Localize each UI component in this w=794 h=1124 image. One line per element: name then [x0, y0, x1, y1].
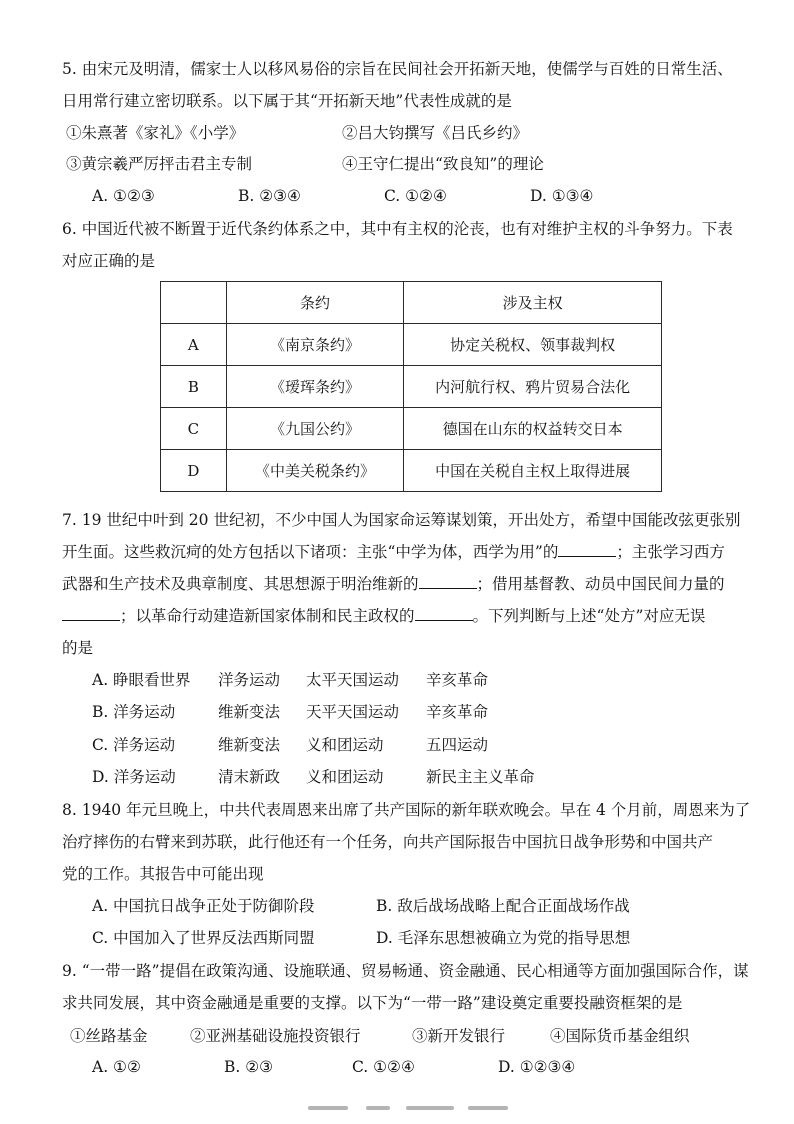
- q7-option-b-1: B. 洋务运动: [92, 703, 176, 721]
- q8-stem-line3: 党的工作。其报告中可能出现: [62, 865, 264, 883]
- table-cell-sovereignty: 协定关税权、领事裁判权: [404, 324, 662, 366]
- table-row: [161, 324, 662, 366]
- table-cell-label: D: [161, 450, 227, 492]
- q9-option-c[interactable]: C. ①②④: [352, 1058, 415, 1076]
- q7-option-c-2: 维新变法: [218, 736, 281, 754]
- q5-item-4: ④王守仁提出“致良知”的理论: [342, 155, 544, 173]
- q9-stem-line1: 9. “一带一路”提倡在政策沟通、设施联通、贸易畅通、资金融通、民心相通等方面加强国际合作，谋: [62, 962, 749, 980]
- q7-stem-line3-text-a: 武器和生产技术及典章制度、其思想源于明治维新的: [62, 575, 419, 593]
- q7-option-d-3: 义和团运动: [306, 768, 384, 786]
- q7-stem-line2-text-b: ；主张学习西方: [616, 543, 725, 561]
- q9-option-b[interactable]: B. ②③: [224, 1058, 274, 1076]
- table-cell-treaty: 《中美关税条约》: [226, 450, 404, 492]
- q9-option-d[interactable]: D. ①②③④: [498, 1058, 576, 1076]
- q5-item-2: ②吕大钧撰写《吕氏乡约》: [342, 124, 529, 142]
- q7-option-b-2: 维新变法: [218, 703, 281, 721]
- q7-stem-line1: 7. 19 世纪中叶到 20 世纪初，不少中国人为国家命运筹谋划策，开出处方，希望中国能改弦更张别: [62, 511, 741, 529]
- q7-blank-4: [415, 605, 473, 621]
- table-row: [161, 408, 662, 450]
- q9-item-3: ③新开发银行: [412, 1027, 506, 1045]
- q5-option-d[interactable]: D. ①③④: [530, 187, 594, 205]
- q8-option-a[interactable]: A. 中国抗日战争正处于防御阶段: [92, 897, 315, 915]
- treaty-table: [160, 281, 662, 492]
- table-row: [161, 450, 662, 492]
- q7-option-c-3: 义和团运动: [306, 736, 384, 754]
- q5-item-1: ①朱熹著《家礼》《小学》: [66, 124, 245, 142]
- q5-option-b[interactable]: B. ②③④: [238, 187, 301, 205]
- table-cell-label: B: [161, 366, 227, 408]
- q7-option-d-4: 新民主主义革命: [426, 768, 535, 786]
- q7-option-a-4: 辛亥革命: [426, 671, 489, 689]
- q7-stem-line2-text-a: 开生面。这些救沉疴的处方包括以下诸项：主张“中学为体，西学为用”的: [62, 543, 559, 561]
- table-cell-sovereignty: 内河航行权、鸦片贸易合法化: [404, 366, 662, 408]
- q7-option-b-3: 天平天国运动: [306, 703, 400, 721]
- table-cell-treaty: 《九国公约》: [226, 408, 404, 450]
- table-cell-treaty: 《南京条约》: [226, 324, 404, 366]
- table-header-sovereignty: 涉及主权: [404, 282, 662, 324]
- q7-stem-line4: [62, 605, 756, 627]
- table-row: [161, 366, 662, 408]
- q7-blank-1: [558, 541, 616, 557]
- q7-stem-line3: [62, 573, 756, 595]
- table-header-treaty: 条约: [226, 282, 404, 324]
- q5-option-a[interactable]: A. ①②③: [92, 187, 155, 205]
- table-cell-sovereignty: 中国在关税自主权上取得进展: [404, 450, 662, 492]
- q6-stem-line1: 6. 中国近代被不断置于近代条约体系之中，其中有主权的沦丧，也有对维护主权的斗争努力。下表: [62, 220, 733, 238]
- table-header-blank: [161, 282, 227, 324]
- q7-option-c-1: C. 洋务运动: [92, 736, 176, 754]
- table-cell-treaty: 《瑷珲条约》: [226, 366, 404, 408]
- q8-stem-line2: 治疗摔伤的右臂来到苏联，此行他还有一个任务，向共产国际报告中国抗日战争形势和中国共产: [62, 833, 714, 851]
- q7-blank-3: [62, 605, 120, 621]
- footer-smudge: [366, 1106, 390, 1110]
- q9-item-4: ④国际货币基金组织: [550, 1027, 690, 1045]
- q9-option-a[interactable]: A. ①②: [92, 1058, 141, 1076]
- cropped-footer: [300, 1103, 520, 1113]
- q7-stem-line5: 的是: [62, 639, 94, 657]
- q7-option-a-2: 洋务运动: [218, 671, 281, 689]
- q5-item-3: ③黄宗羲严厉抨击君主专制: [66, 155, 253, 173]
- q7-option-a-3: 太平天国运动: [306, 671, 400, 689]
- q7-option-b-4: 辛亥革命: [426, 703, 489, 721]
- q7-option-d-2: 清末新政: [218, 768, 281, 786]
- footer-smudge: [308, 1106, 348, 1110]
- q9-item-2: ②亚洲基础设施投资银行: [190, 1027, 361, 1045]
- table-cell-sovereignty: 德国在山东的权益转交日本: [404, 408, 662, 450]
- table-header-row: [161, 282, 662, 324]
- table-cell-label: C: [161, 408, 227, 450]
- q7-option-d-1: D. 洋务运动: [92, 768, 176, 786]
- q5-stem-line2: 日用常行建立密切联系。以下属于其“开拓新天地”代表性成就的是: [62, 92, 512, 110]
- q7-option-a-1: A. 睁眼看世界: [92, 671, 191, 689]
- q8-option-d[interactable]: D. 毛泽东思想被确立为党的指导思想: [376, 929, 631, 947]
- q9-item-1: ①丝路基金: [70, 1027, 148, 1045]
- footer-smudge: [406, 1106, 454, 1110]
- q7-stem-line2: [62, 541, 756, 563]
- q7-option-c-4: 五四运动: [426, 736, 489, 754]
- q5-option-c[interactable]: C. ①②④: [384, 187, 447, 205]
- table-cell-label: A: [161, 324, 227, 366]
- q6-stem-line2: 对应正确的是: [62, 252, 156, 270]
- q7-blank-2: [419, 573, 477, 589]
- q8-option-c[interactable]: C. 中国加入了世界反法西斯同盟: [92, 929, 315, 947]
- q7-stem-line4-text-b: 。下列判断与上述“处方”对应无误: [472, 607, 706, 625]
- q8-option-b[interactable]: B. 敌后战场战略上配合正面战场作战: [376, 897, 630, 915]
- q7-stem-line4-text-a: ；以革命行动建造新国家体制和民主政权的: [120, 607, 415, 625]
- q7-stem-line3-text-b: ；借用基督教、动员中国民间力量的: [476, 575, 725, 593]
- q9-stem-line2: 求共同发展，其中资金融通是重要的支撑。以下为“一带一路”建设奠定重要投融资框架的是: [62, 994, 683, 1012]
- q5-stem-line1: 5. 由宋元及明清，儒家士人以移风易俗的宗旨在民间社会开拓新天地，使儒学与百姓的日常生活、: [62, 60, 733, 78]
- q8-stem-line1: 8. 1940 年元旦晚上，中共代表周恩来出席了共产国际的新年联欢晚会。早在 4 个月前，周恩来为了: [62, 801, 751, 819]
- footer-smudge: [468, 1106, 508, 1110]
